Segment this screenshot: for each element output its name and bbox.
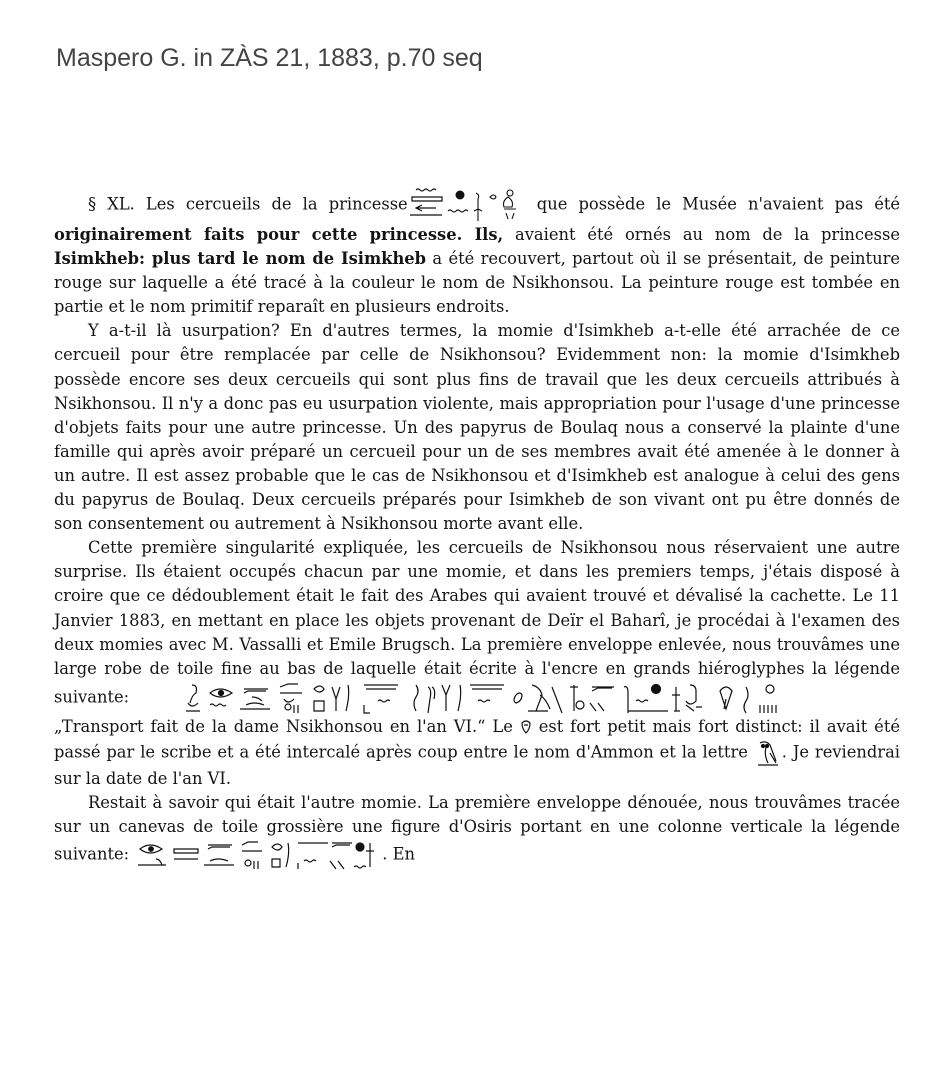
hieroglyph-legend-icon xyxy=(180,681,900,715)
paragraph-3 xyxy=(54,536,900,791)
text-run: a été recouvert, partout où il se présentait, de peinture rouge sur laquelle a été tracé à la couleur le nom de Nsikhonsou. La peinture rouge est tombée en partie et le nom primitif reparaît en plusieurs endroits. xyxy=(54,249,900,317)
text-run: est fort petit mais fort distinct: il avait été passé par le scribe et a été intercalé après coup entre le nom d'Ammon et la lettre xyxy=(54,716,901,762)
citation-header: Maspero G. in ZÀS 21, 1883, p.70 seq xyxy=(56,44,483,72)
text-run: Restait à savoir qui était l'autre momie. La première enveloppe dénouée, nous trouvâmes tracée sur un canevas de toile grossière une figure d'Osiris portant en une colonne verticale la légende suivante: xyxy=(54,792,900,864)
text-run: „Transport fait de la dame Nsikhonsou en l'an VI.“ Le xyxy=(54,716,520,736)
paragraph-4 xyxy=(54,791,900,871)
text-run: § XL. Les cercueils de la princesse xyxy=(88,194,408,214)
text-run: avaient été ornés au nom de la princesse xyxy=(503,225,900,244)
small-hieroglyph-icon xyxy=(520,719,532,735)
paragraph-1 xyxy=(54,187,900,319)
hieroglyph-osiris-icon xyxy=(134,839,382,871)
paragraph-2: Y a-t-il là usurpation? En d'autres termes, la momie d'Isimkheb a-t-elle été arrachée de ce cercueil pour être remplacée par celle de Nsikhonsou? Evidemment non: la momie d'Isimkheb possède encore ses deux cercueils qui sont plus fins de travail que les deux cercueils attribués à Nsikhonsou. Il n'y a donc pas eu usurpation violente, mais appropriation pour l'usage d'une princesse d'objets faits pour une autre princesse. Un des papyrus de Boulaq nous a conservé la plainte d'une famille qui après avoir préparé un cercueil pour un de ses membres avait été amenée à le donner à un autre. Il est assez probable que le cas de Nsikhonsou et d'Isimkheb est analogue à celui des gens du papyrus de Boulaq. Deux cercueils préparés pour Isimkheb de son vivant ont pu être donnés de son consentement ou autrement à Nsikhonsou morte avant elle. xyxy=(54,321,900,534)
text-run: . En xyxy=(382,844,416,864)
bold-run: originairement faits pour cette princesse. Ils, xyxy=(54,225,504,244)
text-run: Cette première singularité expliquée, les cercueils de Nsikhonsou nous réservaient une autre surprise. Ils étaient occupés chacun par une momie, et dans les premiers temps, j'étais disposé à croire que ce dédoublement était le fait des Arabes qui avaient trouvé et dévalisé la cachette. Le 11 Janvier 1883, en mettant en place les objets provenant de Deïr el Baharî, je procédai à l'examen des deux momies avec M. Vassalli et Emile Brugsch. La première enveloppe enlevée, nous trouvâmes une large robe de toile fine au bas de laquelle était écrite à l'encre en grands hiéroglyphes la légende suivante: xyxy=(54,538,900,707)
document-body xyxy=(54,187,900,871)
text-run: . Je reviendrai sur la date de l'an VI. xyxy=(54,742,900,788)
owl-hieroglyph-icon xyxy=(754,739,782,767)
bold-run: Isimkheb: plus tard le nom de Isimkheb xyxy=(54,249,427,269)
hieroglyph-group-icon xyxy=(408,187,526,223)
text-run: que possède le Musée n'avaient pas été xyxy=(525,194,901,214)
